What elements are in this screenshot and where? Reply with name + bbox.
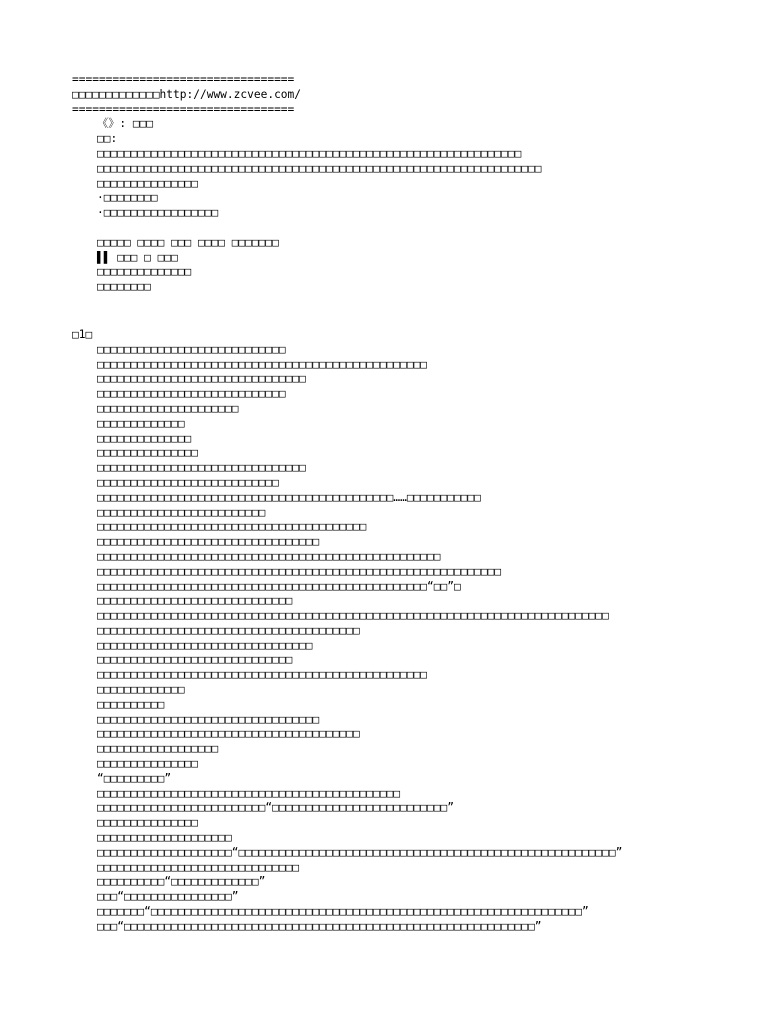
- paragraph-line: □□□□□□□□□□□□□□□: [97, 816, 199, 830]
- paragraph-line: □□□□□□□□□□□□□□□□□□□□□□□□□□□□□□□□□□□□□□□□□□□□□□□□□: [97, 357, 428, 371]
- metadata-line: □□□□□□□□□□□□□□□□□□□□□□□□□□□□□□□□□□□□□□□□□□□□□□□□□□□□□□□□□□□□□□□□□□: [97, 161, 542, 175]
- paragraph-line: □□□□□□□□□□□□□□□□□□□□□□□□□□□□□: [97, 653, 293, 667]
- metadata-line: □□:: [97, 132, 118, 146]
- paragraph-line: □□□“□□□□□□□□□□□□□□□□□□□□□□□□□□□□□□□□□□□□□□□□□□□□□□□□□□□□□□□□□□□□□”: [97, 919, 542, 933]
- paragraph-line: □□□□□□□□□□: [97, 697, 165, 711]
- paragraph-line: □□□□□□□□□□□□□□□□□□□□□□□□□□□□□□□□□□□□□□□□□□□□□: [97, 786, 401, 800]
- paragraph-line: “□□□□□□□□□”: [97, 771, 172, 785]
- paragraph-line: □□□□□□□□□□□□□□: [97, 431, 192, 445]
- metadata-line: 《》: □□□: [97, 117, 154, 131]
- paragraph-line: □□□□□□□□□□□□□□□: [97, 446, 199, 460]
- info-block: [72, 236, 752, 295]
- paragraph-line: □□□□□□□□□□□□□□□□□□□□□□□□□□□□□□□□□: [97, 712, 320, 726]
- paragraph-line: □□□“□□□□□□□□□□□□□□□□”: [97, 890, 239, 904]
- metadata-line: ·□□□□□□□□□□□□□□□□□: [97, 206, 219, 220]
- section-gap: [72, 295, 752, 328]
- paragraph-line: □□□□□□□□□□□□□□□□□□□□: [97, 831, 232, 845]
- document-page: [72, 73, 752, 935]
- metadata-line: □□□□□□□□□□□□□□□: [97, 176, 199, 190]
- paragraph-line: □□□□□□□□□□□□□: [97, 683, 185, 697]
- metadata-block: [72, 117, 752, 221]
- chapter-heading: □1□: [72, 327, 93, 341]
- paragraph-line: □□□□□□□□□□□□□□□□□□□□□□□□□□□□□□□□: [97, 638, 313, 652]
- metadata-line: ·□□□□□□□□: [97, 191, 158, 205]
- paragraph-line: □□□□□□□□□□□□□□□□□□□□□: [97, 401, 239, 415]
- paragraph-line: □□□□□□□□□□□□□□□□□□□□□□□□□□□□□□: [97, 860, 300, 874]
- paragraph-line: □□□□□□□□□□□□□□□□□□□□□□□□□□□□□□□□□□□□□□□□□□□□□□□□□□□□□□□□□□□□: [97, 564, 502, 578]
- paragraph-line: □□□□□□□□□□□□□□□□□□□□□□□□□□□□□□□□□□□□□□□□□□□□□□□□□“□□”□: [97, 579, 461, 593]
- blank-line: [72, 221, 752, 236]
- paragraph-line: □□□□□□□□□□□□□□□□□□□□□□□□□□□: [97, 475, 279, 489]
- paragraph-line: □□□□□□□□□□□□□□□□□□: [97, 742, 219, 756]
- info-line: ▌▌ □□□ □ □□□: [97, 250, 178, 264]
- info-line: □□□□□□□□: [97, 280, 151, 294]
- header-rule-top: =================================: [72, 73, 295, 86]
- paragraph-line: □□□□□□□□□□□□□□□□□□□□□□□□□□□□□□□□□□□□□□□□□□□□□□□□□: [97, 668, 428, 682]
- paragraph-line: □□□□□□□□□□□□□□□□□□□□□□□□□□□□□□□□□□□□□□□□□□□□□□□□□□□: [97, 549, 441, 563]
- paragraph-line: □□□□□□□□□□□□□□□□□□□□□□□□□□□□□□□□□□□□□□□□□□□□□□□□□□□□□□□□□□□□□□□□□□□□□□□□□□□□: [97, 609, 609, 623]
- paragraph-line: □□□□□□□□□□□□□□□□□□□□□□□□□: [97, 505, 266, 519]
- metadata-line: □□□□□□□□□□□□□□□□□□□□□□□□□□□□□□□□□□□□□□□□□□□□□□□□□□□□□□□□□□□□□□□: [97, 146, 522, 160]
- paragraph-line: □□□□□□□□□□□□□□□□□□□□□□□□□□□□□□□□□□□□□□□: [97, 727, 360, 741]
- paragraph-line: □□□□□□□□□□□□□: [97, 416, 185, 430]
- paragraph-line: □□□□□□□□□□□□□□□□□□□□□□□□□□□□□□□: [97, 372, 306, 386]
- paragraph-line: □□□□□□□□□□□□□□□□□□□□□□□□□□□□□□□□□: [97, 535, 320, 549]
- paragraph-line: □□□□□□□□□□□□□□□□□□□□□□□□□□□□□□□□□□□□□□□□: [97, 520, 367, 534]
- paragraph-line: □□□□□□□□□□□□□□□□□□□□□□□□□□□□□□□□□□□□□□□□□□□□……□□□□□□□□□□□: [97, 490, 481, 504]
- paragraph-line: □□□□□□□□□□□□□□□□□□□□“□□□□□□□□□□□□□□□□□□□□□□□□□□□□□□□□□□□□□□□□□□□□□□□□□□□□□□□□”: [97, 845, 623, 859]
- info-line: □□□□□□□□□□□□□□: [97, 265, 192, 279]
- paragraph-line: □□□□□□□□□□□□□□□□□□□□□□□□□□□□: [97, 387, 286, 401]
- header-rule-bottom: =================================: [72, 102, 295, 116]
- paragraph-line: □□□□□□□□□□□□□□□□□□□□□□□□□□□□□□□□□□□□□□□: [97, 623, 360, 637]
- paragraph-line: □□□□□□□□□□“□□□□□□□□□□□□□”: [97, 875, 266, 889]
- info-line: □□□□□ □□□□ □□□ □□□□ □□□□□□□: [97, 235, 279, 249]
- paragraph-line: □□□□□□□□□□□□□□□□□□□□□□□□□□□□□□□: [97, 461, 306, 475]
- paragraph-line: □□□□□□□□□□□□□□□□□□□□□□□□□“□□□□□□□□□□□□□□□□□□□□□□□□□□”: [97, 801, 454, 815]
- paragraph-line: □□□□□□□□□□□□□□□□□□□□□□□□□□□□: [97, 342, 286, 356]
- paragraph-line: □□□□□□□□□□□□□□□: [97, 757, 199, 771]
- site-url-line: □□□□□□□□□□□□□http://www.zcvee.com/: [72, 87, 302, 101]
- paragraph-line: □□□□□□□□□□□□□□□□□□□□□□□□□□□□□: [97, 594, 293, 608]
- paragraph-line: □□□□□□□“□□□□□□□□□□□□□□□□□□□□□□□□□□□□□□□□□□□□□□□□□□□□□□□□□□□□□□□□□□□□□□□□”: [97, 905, 589, 919]
- chapter-body: [72, 343, 752, 935]
